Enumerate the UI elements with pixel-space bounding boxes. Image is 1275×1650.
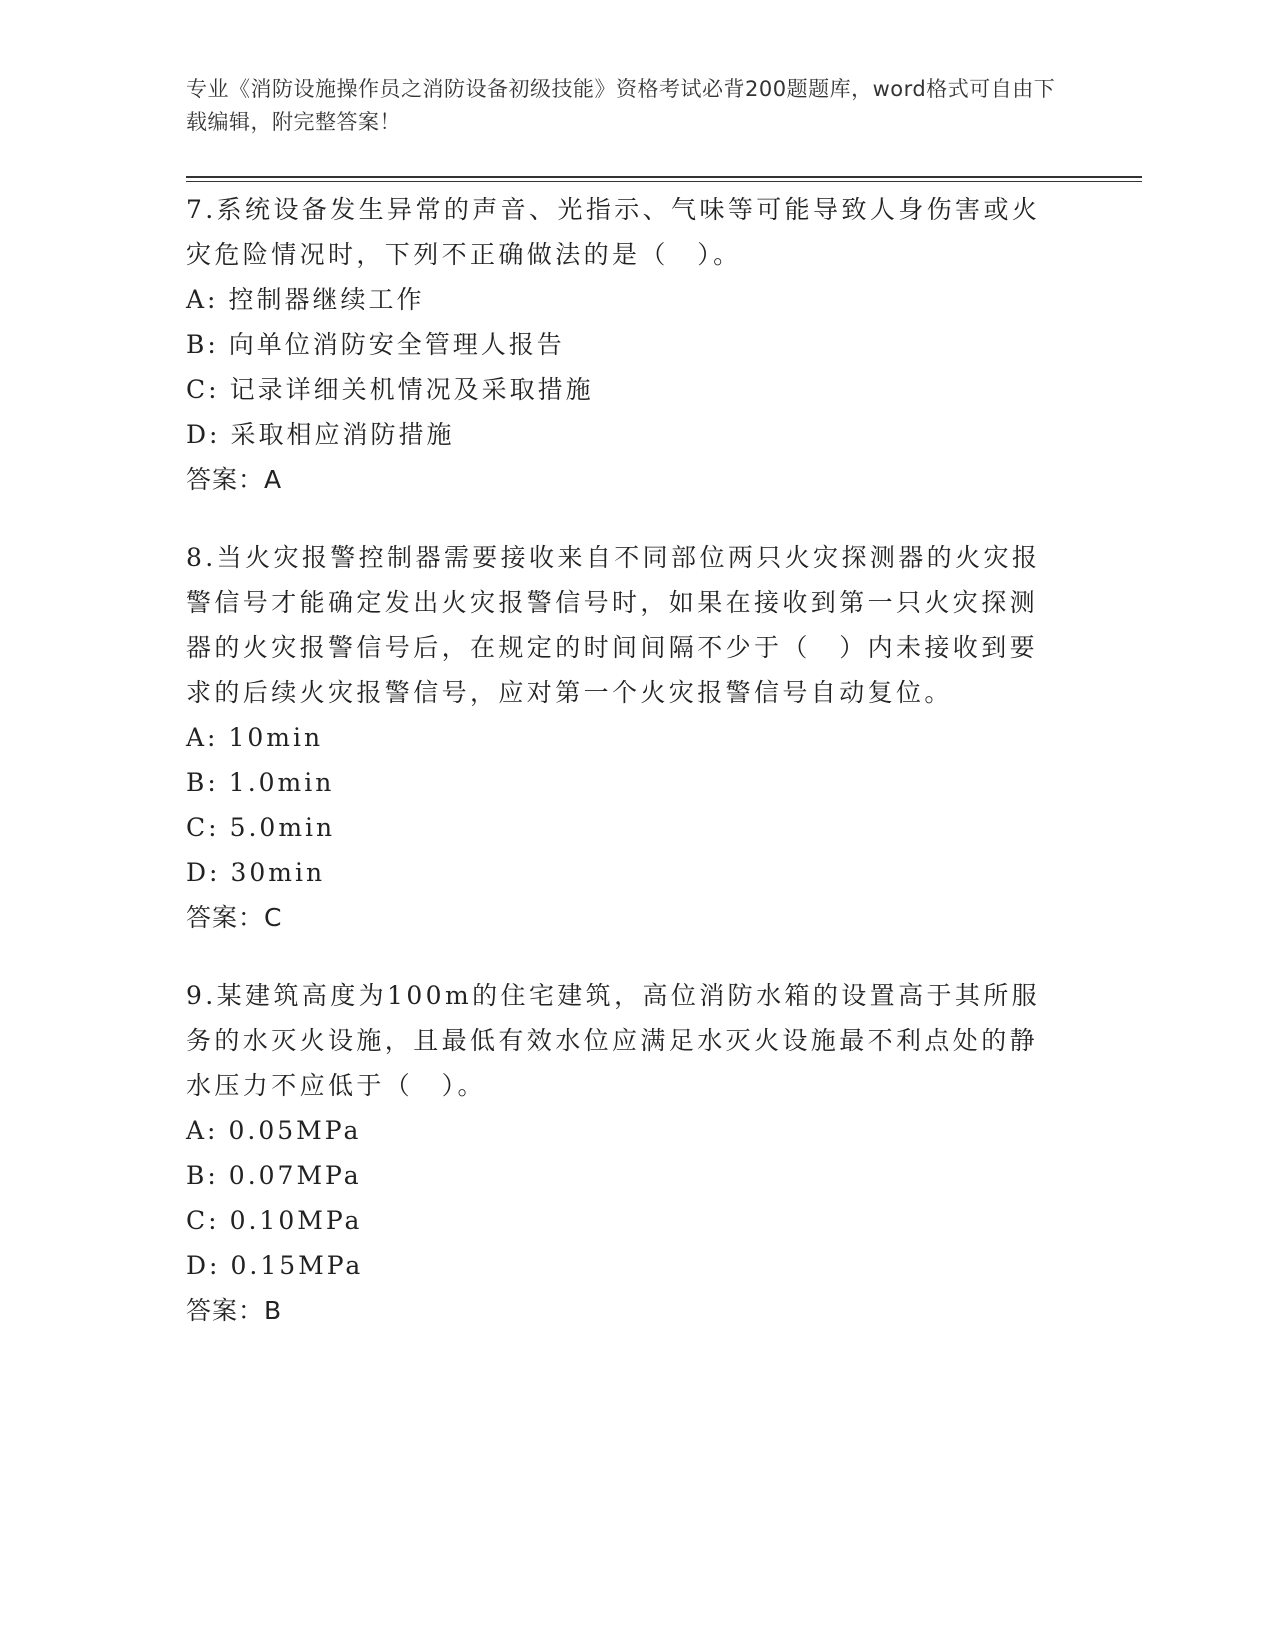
option-b bbox=[186, 322, 1066, 367]
option-d bbox=[186, 1243, 1066, 1288]
option-label: C: bbox=[186, 375, 220, 404]
option-text: 0.05MPa bbox=[228, 1116, 362, 1145]
option-c bbox=[186, 1198, 1066, 1243]
header-divider-thick bbox=[186, 176, 1142, 178]
question-7 bbox=[186, 187, 1066, 502]
option-label: B: bbox=[186, 768, 219, 797]
question-list bbox=[186, 187, 1066, 1333]
option-text: 控制器继续工作 bbox=[228, 285, 425, 314]
option-text: 0.10MPa bbox=[229, 1206, 363, 1235]
question-stem: 7.系统设备发生异常的声音、光指示、气味等可能导致人身伤害或火灾危险情况时，下列不正确做法的是（ ）。 bbox=[186, 195, 1041, 269]
header-divider-thin bbox=[186, 181, 1142, 182]
option-label: D: bbox=[186, 858, 221, 887]
answer-line: 答案：A bbox=[186, 465, 283, 494]
answer-line: 答案：C bbox=[186, 903, 283, 932]
option-a bbox=[186, 715, 1066, 760]
option-text: 采取相应消防措施 bbox=[230, 420, 455, 449]
option-list bbox=[186, 715, 1066, 895]
option-text: 0.07MPa bbox=[228, 1161, 362, 1190]
option-text: 10min bbox=[228, 723, 324, 752]
option-list bbox=[186, 1108, 1066, 1288]
question-stem: 8.当火灾报警控制器需要接收来自不同部位两只火灾探测器的火灾报警信号才能确定发出火灾报警信号时，如果在接收到第一只火灾探测器的火灾报警信号后，在规定的时间间隔不少于（ ）内未接收到要求的后续火灾报警信号，应对第一个火灾报警信号自动复位。 bbox=[186, 543, 1041, 707]
option-a bbox=[186, 1108, 1066, 1153]
option-text: 30min bbox=[230, 858, 326, 887]
option-label: A: bbox=[186, 723, 219, 752]
option-label: D: bbox=[186, 1251, 221, 1280]
option-text: 记录详细关机情况及采取措施 bbox=[229, 375, 594, 404]
option-b bbox=[186, 760, 1066, 805]
option-label: D: bbox=[186, 420, 221, 449]
option-label: A: bbox=[186, 1116, 219, 1145]
option-text: 向单位消防安全管理人报告 bbox=[228, 330, 565, 359]
option-label: A: bbox=[186, 285, 219, 314]
option-text: 5.0min bbox=[229, 813, 336, 842]
option-text: 0.15MPa bbox=[230, 1251, 364, 1280]
question-9 bbox=[186, 973, 1066, 1333]
option-label: B: bbox=[186, 1161, 219, 1190]
option-b bbox=[186, 1153, 1066, 1198]
option-label: C: bbox=[186, 813, 220, 842]
answer-line: 答案：B bbox=[186, 1296, 283, 1325]
question-8 bbox=[186, 535, 1066, 940]
option-text: 1.0min bbox=[228, 768, 335, 797]
option-a bbox=[186, 277, 1066, 322]
document-header: 专业《消防设施操作员之消防设备初级技能》资格考试必背200题题库，word格式可自由下载编辑，附完整答案！ bbox=[186, 77, 1056, 134]
option-c bbox=[186, 805, 1066, 850]
option-d bbox=[186, 850, 1066, 895]
option-label: B: bbox=[186, 330, 219, 359]
option-c bbox=[186, 367, 1066, 412]
question-stem: 9.某建筑高度为100m的住宅建筑，高位消防水箱的设置高于其所服务的水灭火设施，且最低有效水位应满足水灭火设施最不利点处的静水压力不应低于（ ）。 bbox=[186, 981, 1041, 1100]
option-list bbox=[186, 277, 1066, 457]
option-label: C: bbox=[186, 1206, 220, 1235]
option-d bbox=[186, 412, 1066, 457]
